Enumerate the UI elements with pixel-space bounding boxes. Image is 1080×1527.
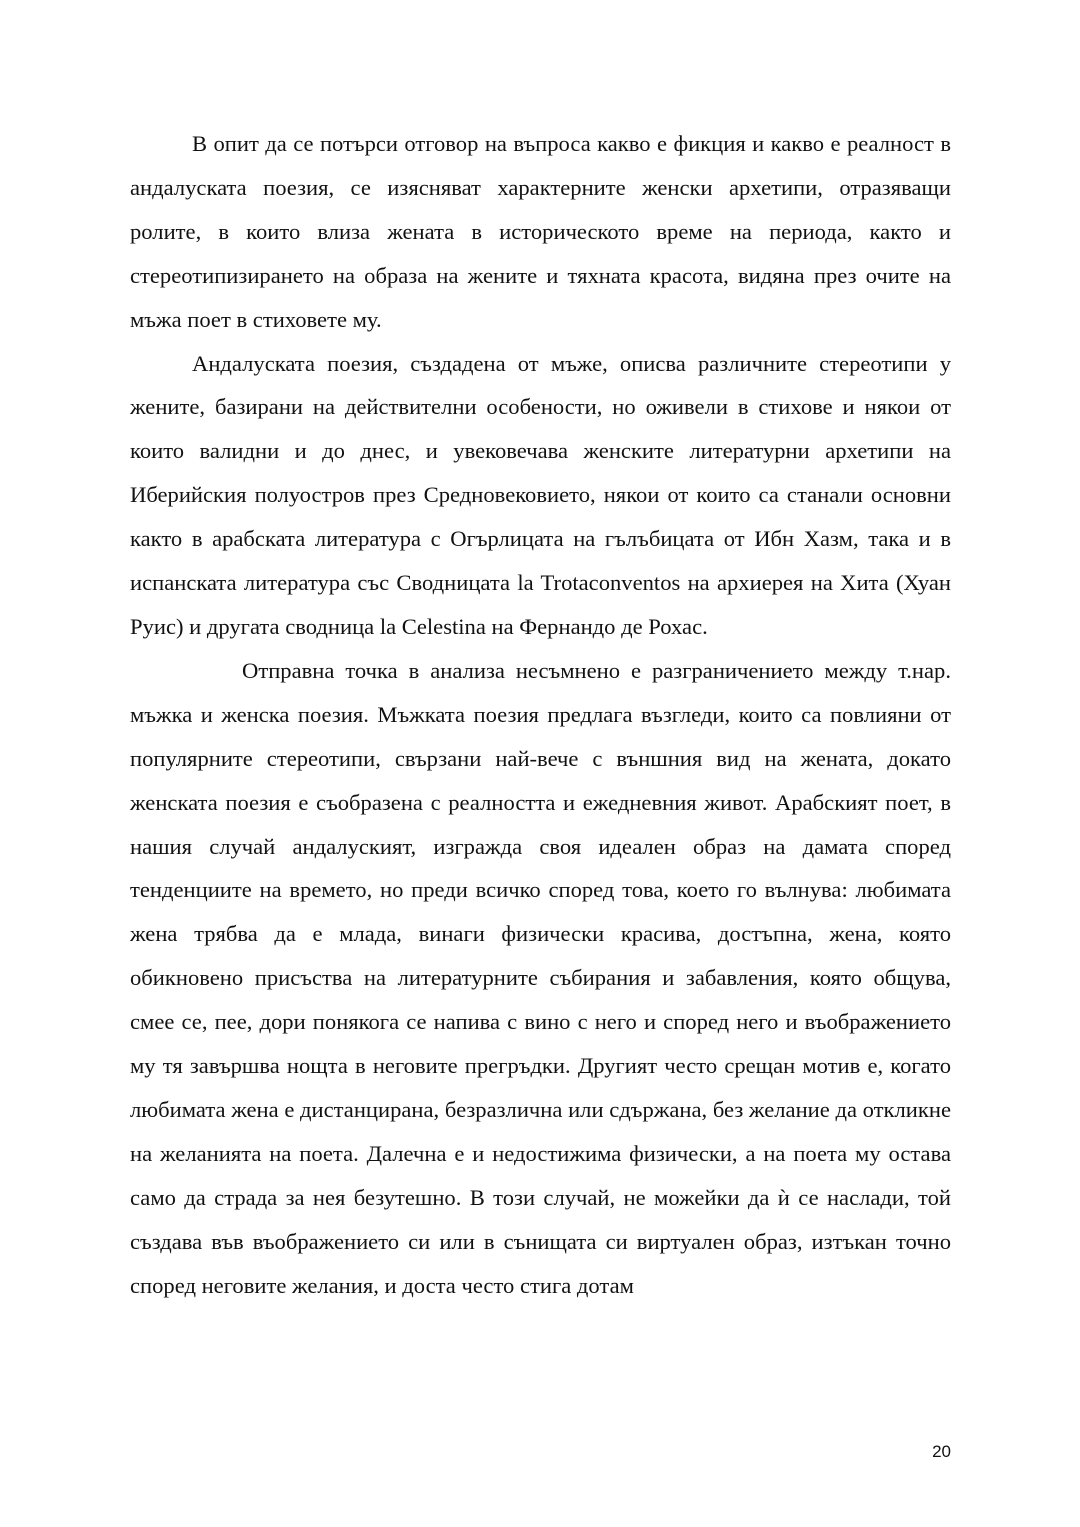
paragraph-3: Отправна точка в анализа несъмнено е разграничението между т.нар. мъжка и женска поезия. Мъжката поезия предлага възгледи, които са повлияни от популярните стереотипи, свързани най-вече с външния вид на жената, докато женската поезия е съобразена с реалността и ежедневния живот. Арабският поет, в нашия случай андалуският, изгражда своя идеален образ на дамата според тенденциите на времето, но преди всичко според това, което го вълнува: любимата жена трябва да е млада, винаги физически красива, достъпна, жена, която обикновено присъства на литературните събирания и забавления, която общува, смее се, пее, дори понякога се напива с вино с него и според него и въображението му тя завършва нощта в неговите прегръдки. Другият често срещан мотив е, когато любимата жена е дистанцирана, безразлична или сдържана, без желание да откликне на желанията на поета. Далечна е и недостижима физически, а на поета му остава само да страда за нея безутешно. В този случай, не можейки да ѝ се наслади, той създава във въображението си или в сънищата си виртуален образ, изтъкан точно според неговите желания, и доста често стига дотам <box>130 657 951 1298</box>
paragraph-1: В опит да се потърси отговор на въпроса какво е фикция и какво е реалност в андалуската поезия, се изясняват характерните женски архетипи, отразяващи ролите, в които влиза жената в историческото време на периода, както и стереотипизирането на образа на жените и тяхната красота, видяна през очите на мъжа поет в стиховете му. <box>130 131 951 332</box>
body-text <box>130 122 951 1307</box>
paragraph-2: Андалуската поезия, създадена от мъже, описва различните стереотипи у жените, базирани на действителни особености, но оживели в стихове и някои от които валидни и до днес, и увековечава женските литературни архетипи на Иберийския полуостров през Средновековието, някои от които са станали основни както в арабската литература с Огърлицата на гълъбицата от Ибн Хазм, така и в испанската литература със Сводницата la Trotaconventos на архиерея на Хита (Хуан Руис) и другата сводница la Celestina на Фернандо де Рохас. <box>130 350 951 639</box>
page-number: 20 <box>932 1442 951 1461</box>
